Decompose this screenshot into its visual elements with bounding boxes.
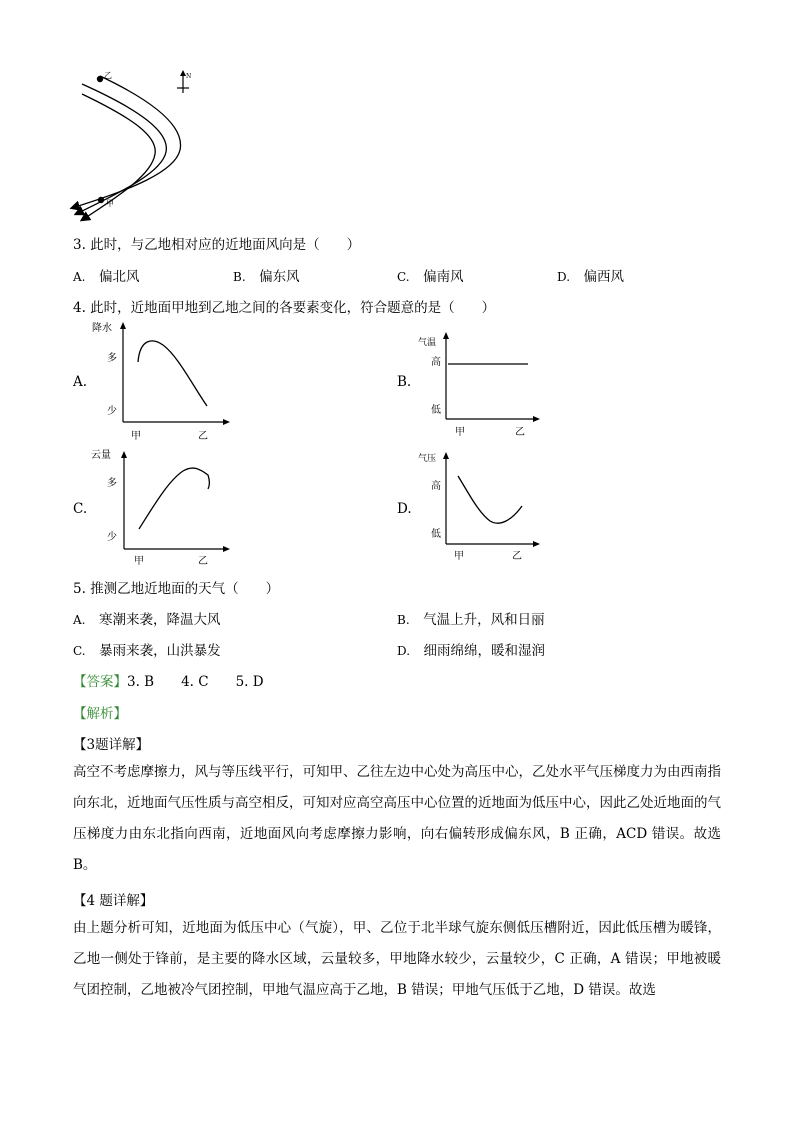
graph-c-low: 少 <box>107 532 117 543</box>
q3-option-c-text: 偏南风 <box>423 269 464 285</box>
q5-option-a <box>73 608 220 628</box>
q3-option-d <box>557 265 624 285</box>
label-jia: 甲 <box>106 199 114 208</box>
q3-option-d-text: 偏西风 <box>583 269 625 285</box>
q4-option-c-label: C. <box>73 501 88 517</box>
graph-a-ylabel: 降水 <box>92 323 112 334</box>
analysis-title-text: 【解析】 <box>73 706 127 722</box>
q5-option-c-text: 暴雨来袭，山洪暴发 <box>99 643 221 659</box>
point-jia <box>98 197 104 203</box>
q4-option-d-label: D. <box>397 501 412 517</box>
graph-a-x-start: 甲 <box>131 431 141 442</box>
q3-option-b-label: B. <box>233 270 246 284</box>
graph-b-high: 高 <box>431 357 441 368</box>
graph-a-x-end: 乙 <box>198 431 208 442</box>
detail-4-title: 【4 题详解】 <box>73 893 154 909</box>
answer-line <box>73 670 264 690</box>
q5-option-b-label: B. <box>397 613 410 627</box>
question-5-stem: 5. 推测乙地近地面的天气（ ） <box>73 581 280 597</box>
point-yi <box>97 76 103 82</box>
graph-a-precipitation <box>88 318 238 444</box>
q3-option-a-label: A. <box>73 270 86 284</box>
graph-b-x-start: 甲 <box>455 427 465 438</box>
answer-key: 【答案】 <box>73 674 127 690</box>
graph-b-x-end: 乙 <box>515 427 525 438</box>
q5-option-d-label: D. <box>397 644 411 658</box>
graph-d-ylabel: 气压 <box>418 454 437 464</box>
q4-option-a-label: A. <box>73 374 88 390</box>
q3-option-c-label: C. <box>397 270 410 284</box>
graph-c-curve <box>139 468 210 529</box>
q5-option-c <box>73 639 221 659</box>
graph-d-x-end: 乙 <box>512 551 522 562</box>
q3-option-a <box>73 265 139 285</box>
answer-values: 3. B 4. C 5. D <box>127 674 264 690</box>
detail-4-text: 由上题分析可知，近地面为低压中心（气旋），甲、乙位于北半球气旋东侧低压槽附近，因此低压槽为暖锋，乙地一侧处于锋前，是主要的降水区域，云量较多，甲地降水较少，云量较少，C 正确，A 错误；甲地被暖气团控制，乙地被冷气团控制，甲地气温应高于乙地，B 错误；甲地气压低于乙地，D 错误。故选 <box>73 920 721 998</box>
graph-b-ylabel: 气温 <box>418 338 437 348</box>
graph-d-x-start: 甲 <box>454 551 464 562</box>
q3-option-a-text: 偏北风 <box>98 269 140 285</box>
q5-option-a-text: 寒潮来袭，降温大风 <box>98 612 221 628</box>
q5-option-d <box>397 639 545 659</box>
label-yi: 乙 <box>104 71 112 80</box>
q5-option-b-text: 气温上升，风和日丽 <box>423 612 545 628</box>
isobar-middle <box>76 84 166 214</box>
graph-c-ylabel: 云量 <box>91 450 111 461</box>
isobar-map <box>60 62 210 227</box>
graph-a-curve <box>138 341 207 406</box>
q5-option-b <box>397 608 545 628</box>
q3-option-b-text: 偏东风 <box>259 269 300 285</box>
question-3-stem: 3. 此时，与乙地相对应的近地面风向是（ ） <box>73 237 361 253</box>
graph-c-high: 多 <box>107 478 117 489</box>
north-label: N <box>186 73 192 80</box>
graph-c-cloud <box>88 443 238 569</box>
q5-option-c-label: C. <box>73 644 86 658</box>
q3-option-b <box>233 265 300 285</box>
q4-option-b-label: B. <box>397 374 412 390</box>
analysis-title <box>73 702 127 722</box>
graph-c-x-end: 乙 <box>198 556 208 567</box>
north-arrow-icon <box>177 70 191 93</box>
graph-b-low: 低 <box>431 405 441 416</box>
graph-d-pressure <box>412 448 552 564</box>
graph-a-low: 少 <box>107 406 117 417</box>
q5-option-a-label: A. <box>73 613 86 627</box>
detail-3-title: 【3题详解】 <box>73 737 150 753</box>
graph-a-high: 多 <box>107 353 117 364</box>
graph-b-temperature <box>412 328 552 440</box>
graph-d-curve <box>458 476 522 523</box>
graph-d-high: 高 <box>431 481 441 492</box>
question-4-stem: 4. 此时，近地面甲地到乙地之间的各要素变化，符合题意的是（ ） <box>73 300 496 316</box>
graph-d-low: 低 <box>431 529 441 540</box>
detail-3-text: 高空不考虑摩擦力，风与等压线平行，可知甲、乙往左边中心处为高压中心，乙处水平气压梯度力为由西南指向东北，近地面气压性质与高空相反，可知对应高空高压中心位置的近地面为低压中心，因此乙处近地面的气压梯度力由东北指向西南，近地面风向考虑摩擦力影响，向右偏转形成偏东风，B 正确，ACD 错误。故选 B。 <box>73 764 721 873</box>
q3-option-d-label: D. <box>557 270 571 284</box>
graph-c-x-start: 甲 <box>134 556 144 567</box>
q5-option-d-text: 细雨绵绵，暖和湿润 <box>423 643 546 659</box>
q3-option-c <box>397 265 464 285</box>
